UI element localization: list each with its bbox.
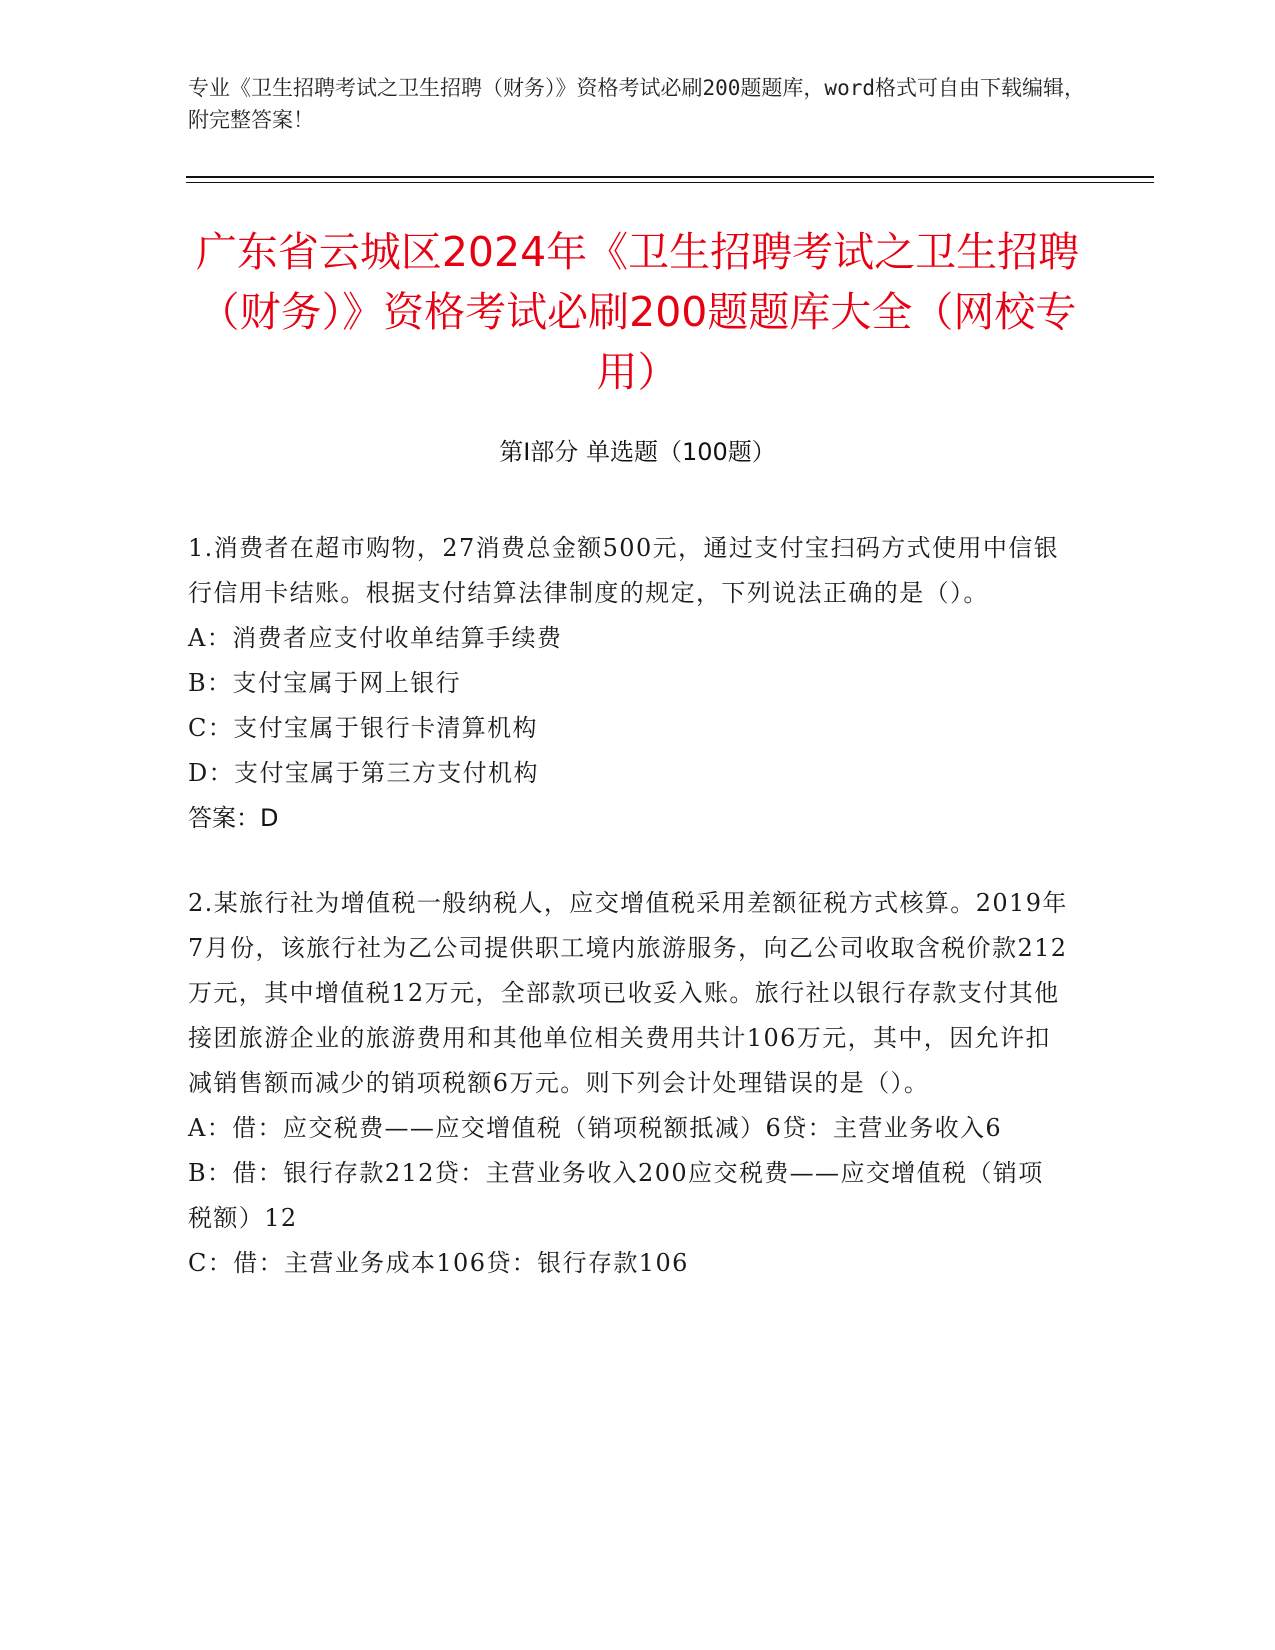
question-stem: 1.消费者在超市购物，27消费总金额500元，通过支付宝扫码方式使用中信银行信用卡结账。根据支付结算法律制度的规定，下列说法正确的是（）。	[188, 534, 1060, 607]
question-stem: 2.某旅行社为增值税一般纳税人，应交增值税采用差额征税方式核算。2019年7月份，该旅行社为乙公司提供职工境内旅游服务，向乙公司收取含税价款212万元，其中增值税12万元，全部款项已收妥入账。旅行社以银行存款支付其他接团旅游企业的旅游费用和其他单位相关费用共计106万元，其中，因允许扣减销售额而减少的销项税额6万元。则下列会计处理错误的是（）。	[188, 889, 1068, 1097]
header-divider-thick	[186, 176, 1154, 178]
option-c: C：借：主营业务成本106贷：银行存款106	[188, 1249, 689, 1277]
option-a: A：消费者应支付收单结算手续费	[188, 624, 563, 652]
option-b: B：借：银行存款212贷：主营业务收入200应交税费——应交增值税（销项税额）12	[188, 1159, 1044, 1232]
section-heading: 第Ⅰ部分 单选题（100题）	[499, 438, 776, 466]
answer-label: 答案：D	[188, 804, 279, 832]
option-c: C：支付宝属于银行卡清算机构	[188, 714, 538, 742]
option-a: A：借：应交税费——应交增值税（销项税额抵减）6贷：主营业务收入6	[188, 1114, 1003, 1142]
header-note: 专业《卫生招聘考试之卫生招聘（财务）》资格考试必刷200题题库，word格式可自由下载编辑，附完整答案！	[188, 76, 1085, 132]
question-1	[188, 526, 1068, 841]
option-b: B：支付宝属于网上银行	[188, 669, 462, 697]
option-d: D：支付宝属于第三方支付机构	[188, 759, 539, 787]
document-title: 广东省云城区2024年《卫生招聘考试之卫生招聘（财务）》资格考试必刷200题题库大全（网校专用）	[195, 228, 1080, 396]
question-list	[188, 526, 1068, 1326]
header-divider-thin	[186, 182, 1154, 183]
question-2	[188, 881, 1068, 1286]
